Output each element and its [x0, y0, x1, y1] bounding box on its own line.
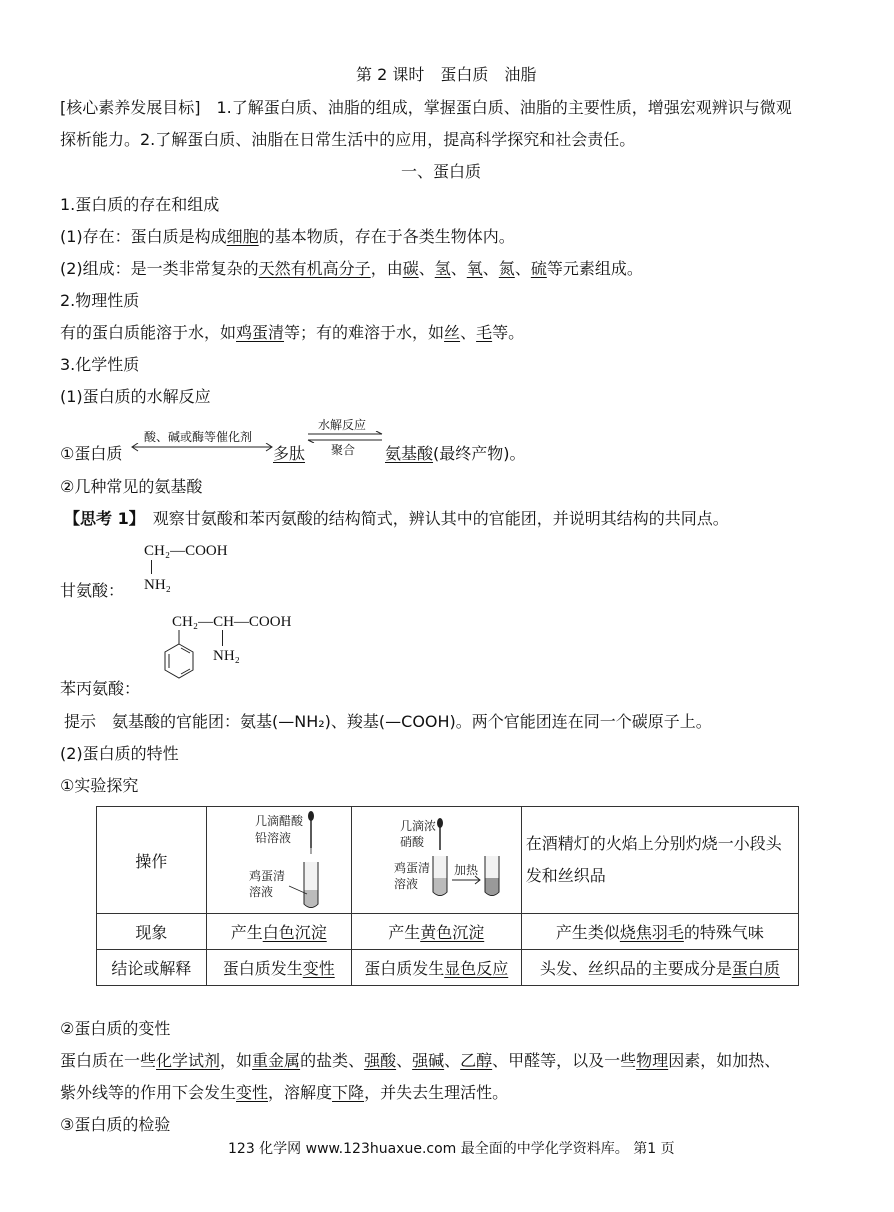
- hint-line: 提示 氨基酸的官能团：氨基(—NH₂)、羧基(—COOH)。两个官能团连在同一个碳原子上。: [64, 712, 712, 731]
- text: 、: [396, 1051, 413, 1070]
- blank-answer: 变性: [302, 959, 335, 978]
- goals-line-2: 探析能力。2.了解蛋白质、油脂在日常生活中的应用，提高科学探究和社会责任。: [60, 130, 636, 149]
- think-text: 观察甘氨酸和苯丙氨酸的结构简式，辨认其中的官能团，并说明其结构的共同点。: [136, 509, 729, 528]
- blank-answer: 蛋白质: [731, 959, 780, 978]
- phenomenon-cell-2: [351, 914, 521, 950]
- text: ，由: [370, 259, 403, 278]
- product-peptide: 多肽: [273, 444, 306, 463]
- item-detection: ③蛋白质的检验: [60, 1115, 171, 1134]
- page-footer: 123 化学网 www.123huaxue.com 最全面的中学化学资料库。 第1 页: [228, 1141, 675, 1157]
- product-amino-acid: 氨基酸: [385, 444, 434, 463]
- glycine-top: CH₂—COOH: [144, 543, 228, 559]
- item-denaturation: ②蛋白质的变性: [60, 1019, 171, 1038]
- text: ，如: [220, 1051, 253, 1070]
- fig1-label-2: 铅溶液: [254, 830, 291, 845]
- heading-chemical: 3.化学性质: [60, 355, 140, 374]
- text: 紫外线等的作用下会发生: [60, 1083, 237, 1102]
- blank-answer: 丝: [444, 323, 461, 342]
- item-experiment: ①实验探究: [60, 776, 139, 795]
- text: 的特殊气味: [683, 923, 764, 942]
- arrow2-bottom-label: 聚合: [331, 443, 356, 457]
- arrow2-top-label: 水解反应: [318, 418, 367, 432]
- row-header-operation: 操作: [97, 807, 207, 914]
- text: 有的蛋白质能溶于水，如: [60, 323, 237, 342]
- text: 蛋白质在一些: [60, 1051, 157, 1070]
- fig2-label-1: 几滴浓: [399, 818, 436, 833]
- text: (2)组成：是一类非常复杂的: [60, 259, 259, 278]
- blank-answer: 毛: [476, 323, 493, 342]
- blank-answer: 鸡蛋清: [236, 323, 285, 342]
- goals-text-1: 1.了解蛋白质、油脂的组成，掌握蛋白质、油脂的主要性质，增强宏观辨识与微观: [200, 98, 792, 117]
- operation-3-line-2: 发和丝织品: [525, 866, 606, 885]
- operation-cell-1: [206, 807, 351, 914]
- fig2-label-4: 溶液: [393, 876, 418, 891]
- arrow1-label: 酸、碱或酶等催化剂: [144, 430, 253, 444]
- table-row: [97, 807, 799, 914]
- blank-answer: 氮: [498, 259, 515, 278]
- fig1-label-4: 溶液: [248, 884, 273, 899]
- text: 等元素组成。: [546, 259, 643, 278]
- fig2-label-2: 硝酸: [399, 834, 424, 849]
- phenylalanine-top: CH₂—CH—COOH: [172, 614, 292, 630]
- conclusion-cell-2: [351, 950, 521, 986]
- blank-answer: 显色反应: [444, 959, 509, 978]
- blank-answer: 强碱: [412, 1051, 445, 1070]
- existence-line: [60, 226, 515, 248]
- blank-answer: 细胞: [226, 227, 259, 246]
- text: 的基本物质，存在于各类生物体内。: [258, 227, 515, 246]
- benzene-ring-icon: [150, 628, 196, 694]
- blank-answer: 硫: [530, 259, 547, 278]
- blank-answer: 重金属: [252, 1051, 301, 1070]
- text: 产生: [388, 923, 421, 942]
- blank-answer: 下降: [332, 1083, 365, 1102]
- operation-3-line-1: 在酒精灯的火焰上分别灼烧一小段头: [525, 834, 782, 853]
- phenylalanine-nh2: NH₂: [213, 648, 240, 664]
- blank-answer: 物理: [636, 1051, 669, 1070]
- sub-hydrolysis: (1)蛋白质的水解反应: [60, 387, 211, 406]
- physical-line: [60, 322, 524, 344]
- fig1-label-1: 几滴醋酸: [254, 813, 303, 828]
- blank-answer: 天然有机高分子: [258, 259, 371, 278]
- text: 因素，如加热、: [668, 1051, 781, 1070]
- blank-answer: 黄色沉淀: [420, 923, 485, 942]
- text: 、: [450, 259, 467, 278]
- text: 产生类似: [555, 923, 620, 942]
- sub-characteristics: (2)蛋白质的特性: [60, 744, 179, 763]
- page-title: 第 2 课时 蛋白质 油脂: [356, 65, 537, 84]
- text: 、: [418, 259, 435, 278]
- text: 、: [514, 259, 531, 278]
- text: ，并失去生理活性。: [364, 1083, 509, 1102]
- text: 产生: [230, 923, 263, 942]
- blank-answer: 强酸: [364, 1051, 397, 1070]
- goals-label: [核心素养发展目标]: [60, 98, 201, 117]
- text: (1)存在：蛋白质是构成: [60, 227, 227, 246]
- phenomenon-cell-1: [206, 914, 351, 950]
- test-tube-nitric-acid-figure: [352, 808, 520, 913]
- fig2-label-3: 鸡蛋清: [393, 860, 430, 875]
- sub-common-amino-acids: ②几种常见的氨基酸: [60, 477, 203, 496]
- phenomenon-cell-3: [521, 914, 798, 950]
- conclusion-cell-3: [521, 950, 798, 986]
- composition-line: [60, 258, 643, 280]
- text: 蛋白质发生: [222, 959, 303, 978]
- denaturation-line-1: [60, 1050, 780, 1072]
- eq-start: ①蛋白质: [60, 444, 123, 463]
- arrow1-icon: [130, 443, 275, 453]
- blank-answer: 变性: [236, 1083, 269, 1102]
- text: 、: [444, 1051, 461, 1070]
- text: ，溶解度: [268, 1083, 333, 1102]
- fig1-label-3: 鸡蛋清: [248, 868, 285, 883]
- experiment-table: [96, 806, 799, 986]
- phenylalanine-label: 苯丙氨酸：: [60, 679, 141, 698]
- text: 等；有的难溶于水，如: [284, 323, 445, 342]
- text: 、: [482, 259, 499, 278]
- text: 蛋白质发生: [364, 959, 445, 978]
- think-label: 【思考 1】: [64, 509, 137, 528]
- blank-answer: 乙醇: [460, 1051, 493, 1070]
- goals-line-1: [60, 97, 792, 119]
- blank-answer: 氢: [434, 259, 451, 278]
- table-row: [97, 914, 799, 950]
- blank-answer: 烧焦羽毛: [619, 923, 684, 942]
- text: 头发、丝织品的主要成分是: [539, 959, 732, 978]
- table-row: [97, 950, 799, 986]
- row-header-phenomenon: 现象: [97, 914, 207, 950]
- operation-cell-3: [521, 807, 798, 914]
- section-heading-protein: 一、蛋白质: [401, 162, 482, 181]
- glycine-nh2: NH₂: [144, 577, 171, 593]
- heading-existence-composition: 1.蛋白质的存在和组成: [60, 195, 220, 214]
- think-line: [64, 508, 729, 530]
- blank-answer: 白色沉淀: [262, 923, 327, 942]
- blank-answer: 碳: [402, 259, 419, 278]
- blank-answer: 氧: [466, 259, 483, 278]
- reversible-arrow-icon: [306, 431, 384, 443]
- test-tube-lead-acetate-figure: [207, 808, 350, 913]
- text: 等。: [492, 323, 525, 342]
- conclusion-cell-1: [206, 950, 351, 986]
- heading-physical: 2.物理性质: [60, 291, 140, 310]
- product-amino-acid-line: [385, 443, 526, 465]
- glycine-bond: [151, 560, 152, 574]
- text: 、甲醛等，以及一些: [492, 1051, 637, 1070]
- operation-cell-2: [351, 807, 521, 914]
- text: 的盐类、: [300, 1051, 365, 1070]
- blank-answer: 化学试剂: [156, 1051, 221, 1070]
- final-product-note: (最终产物)。: [433, 444, 526, 463]
- fig2-heat-label: 加热: [453, 862, 478, 877]
- row-header-conclusion: 结论或解释: [97, 950, 207, 986]
- phenylalanine-bond: [222, 630, 223, 646]
- denaturation-line-2: [60, 1082, 508, 1104]
- text: 、: [460, 323, 477, 342]
- glycine-label: 甘氨酸：: [60, 581, 125, 600]
